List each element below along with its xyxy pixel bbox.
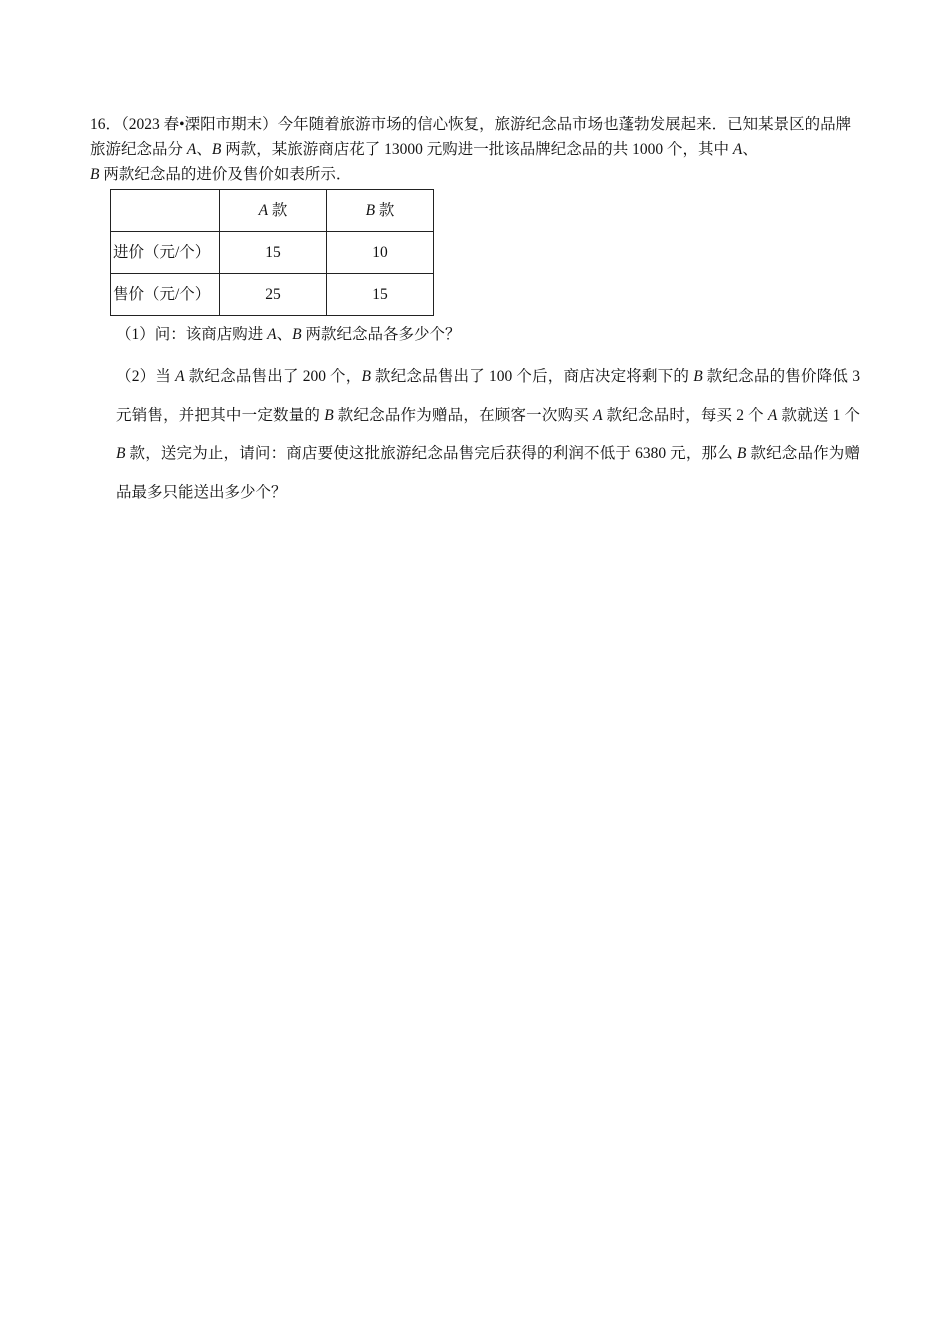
intro-paragraph: 16．（2023 春•溧阳市期末）今年随着旅游市场的信心恢复，旅游纪念品市场也蓬勃发展起来．已知某景区的品牌旅游纪念品分 A、B 两款，某旅游商店花了 13000 元购进一批该品牌纪念品的共 1000 个，其中 A、 B 两款纪念品的进价及售价如表所示． (90, 116, 852, 183)
var-b: B (361, 368, 371, 385)
header-a-suffix: 款 (268, 202, 288, 219)
q1-text: 两款纪念品各多少个？ (301, 326, 461, 343)
header-b-letter: B (365, 202, 376, 219)
problem-number: 16 (90, 116, 106, 133)
q2-text: 款，送完为止，请问：商店要使这批旅游纪念品售完后获得的利润不低于 6380 元，那么 (125, 445, 737, 462)
intro-sep: 、 (742, 141, 758, 158)
header-a-letter: A (258, 202, 269, 219)
price-a-cell: 25 (220, 274, 327, 316)
row-label-cost: 进价（元/个） (111, 232, 220, 274)
table-row (111, 232, 434, 274)
var-b: B (693, 368, 703, 385)
intro-text-1: 今年随着旅游市场的信心恢复，旅游纪念品市场也蓬勃发展起来．已知某景区 (277, 116, 805, 133)
q2-text: 款就送 1 个 (777, 406, 860, 424)
var-b: B (736, 445, 747, 462)
q2-text: 款纪念品作为赠品最多只能送出多少个？ (116, 445, 860, 501)
var-a: A (175, 368, 185, 385)
q1-text: （1）问：该商店购进 (116, 326, 268, 343)
q2-text: 款纪念品作为赠品，在顾客一次购买 (333, 406, 594, 424)
table-header-b (327, 190, 434, 232)
var-b: B (292, 326, 302, 343)
intro-sep: 、 (196, 141, 212, 158)
header-b-suffix: 款 (375, 202, 395, 219)
question-1 (90, 322, 860, 347)
var-b: B (211, 141, 222, 158)
q2-text: 款纪念品的售价降低 3 元销售，并把其中一定数量的 (116, 368, 860, 424)
table-header-row (111, 190, 434, 232)
var-a: A (767, 406, 778, 424)
price-table (110, 189, 434, 316)
row-label-price: 售价（元/个） (111, 274, 220, 316)
cost-b-cell: 10 (327, 232, 434, 274)
table-corner-cell (111, 190, 220, 232)
problem-16 (90, 112, 860, 512)
q1-sep: 、 (276, 326, 293, 343)
var-a: A (267, 326, 277, 343)
q2-text: 款纪念品时，每买 2 个 (602, 406, 768, 424)
question-2 (90, 358, 860, 512)
intro-text-2a: 的品牌旅游纪念品分 (90, 116, 852, 158)
q2-text: （2）当 (116, 368, 176, 385)
price-b-cell: 15 (327, 274, 434, 316)
problem-source: （2023 春•溧阳市期末） (121, 116, 278, 133)
var-b: B (116, 445, 126, 462)
problem-intro (90, 112, 860, 187)
intro-text-3b: 两款纪念品的进价及售价如表所示． (99, 166, 352, 183)
q2-text: 款纪念品售出了 200 个， (184, 368, 362, 385)
var-b: B (324, 406, 334, 424)
table-header-a (220, 190, 327, 232)
var-b: B (90, 166, 100, 183)
var-a: A (593, 406, 603, 424)
table-row (111, 274, 434, 316)
var-a: A (186, 141, 197, 158)
q2-text: 款纪念品售出了 100 个后，商店决定将剩下的 (370, 368, 694, 385)
cost-a-cell: 15 (220, 232, 327, 274)
var-a: A (732, 141, 743, 158)
intro-text-2e: 两款，某旅游商店花了 13000 元购进一批该品牌纪念品的共 1000 个，其中 (221, 141, 733, 158)
